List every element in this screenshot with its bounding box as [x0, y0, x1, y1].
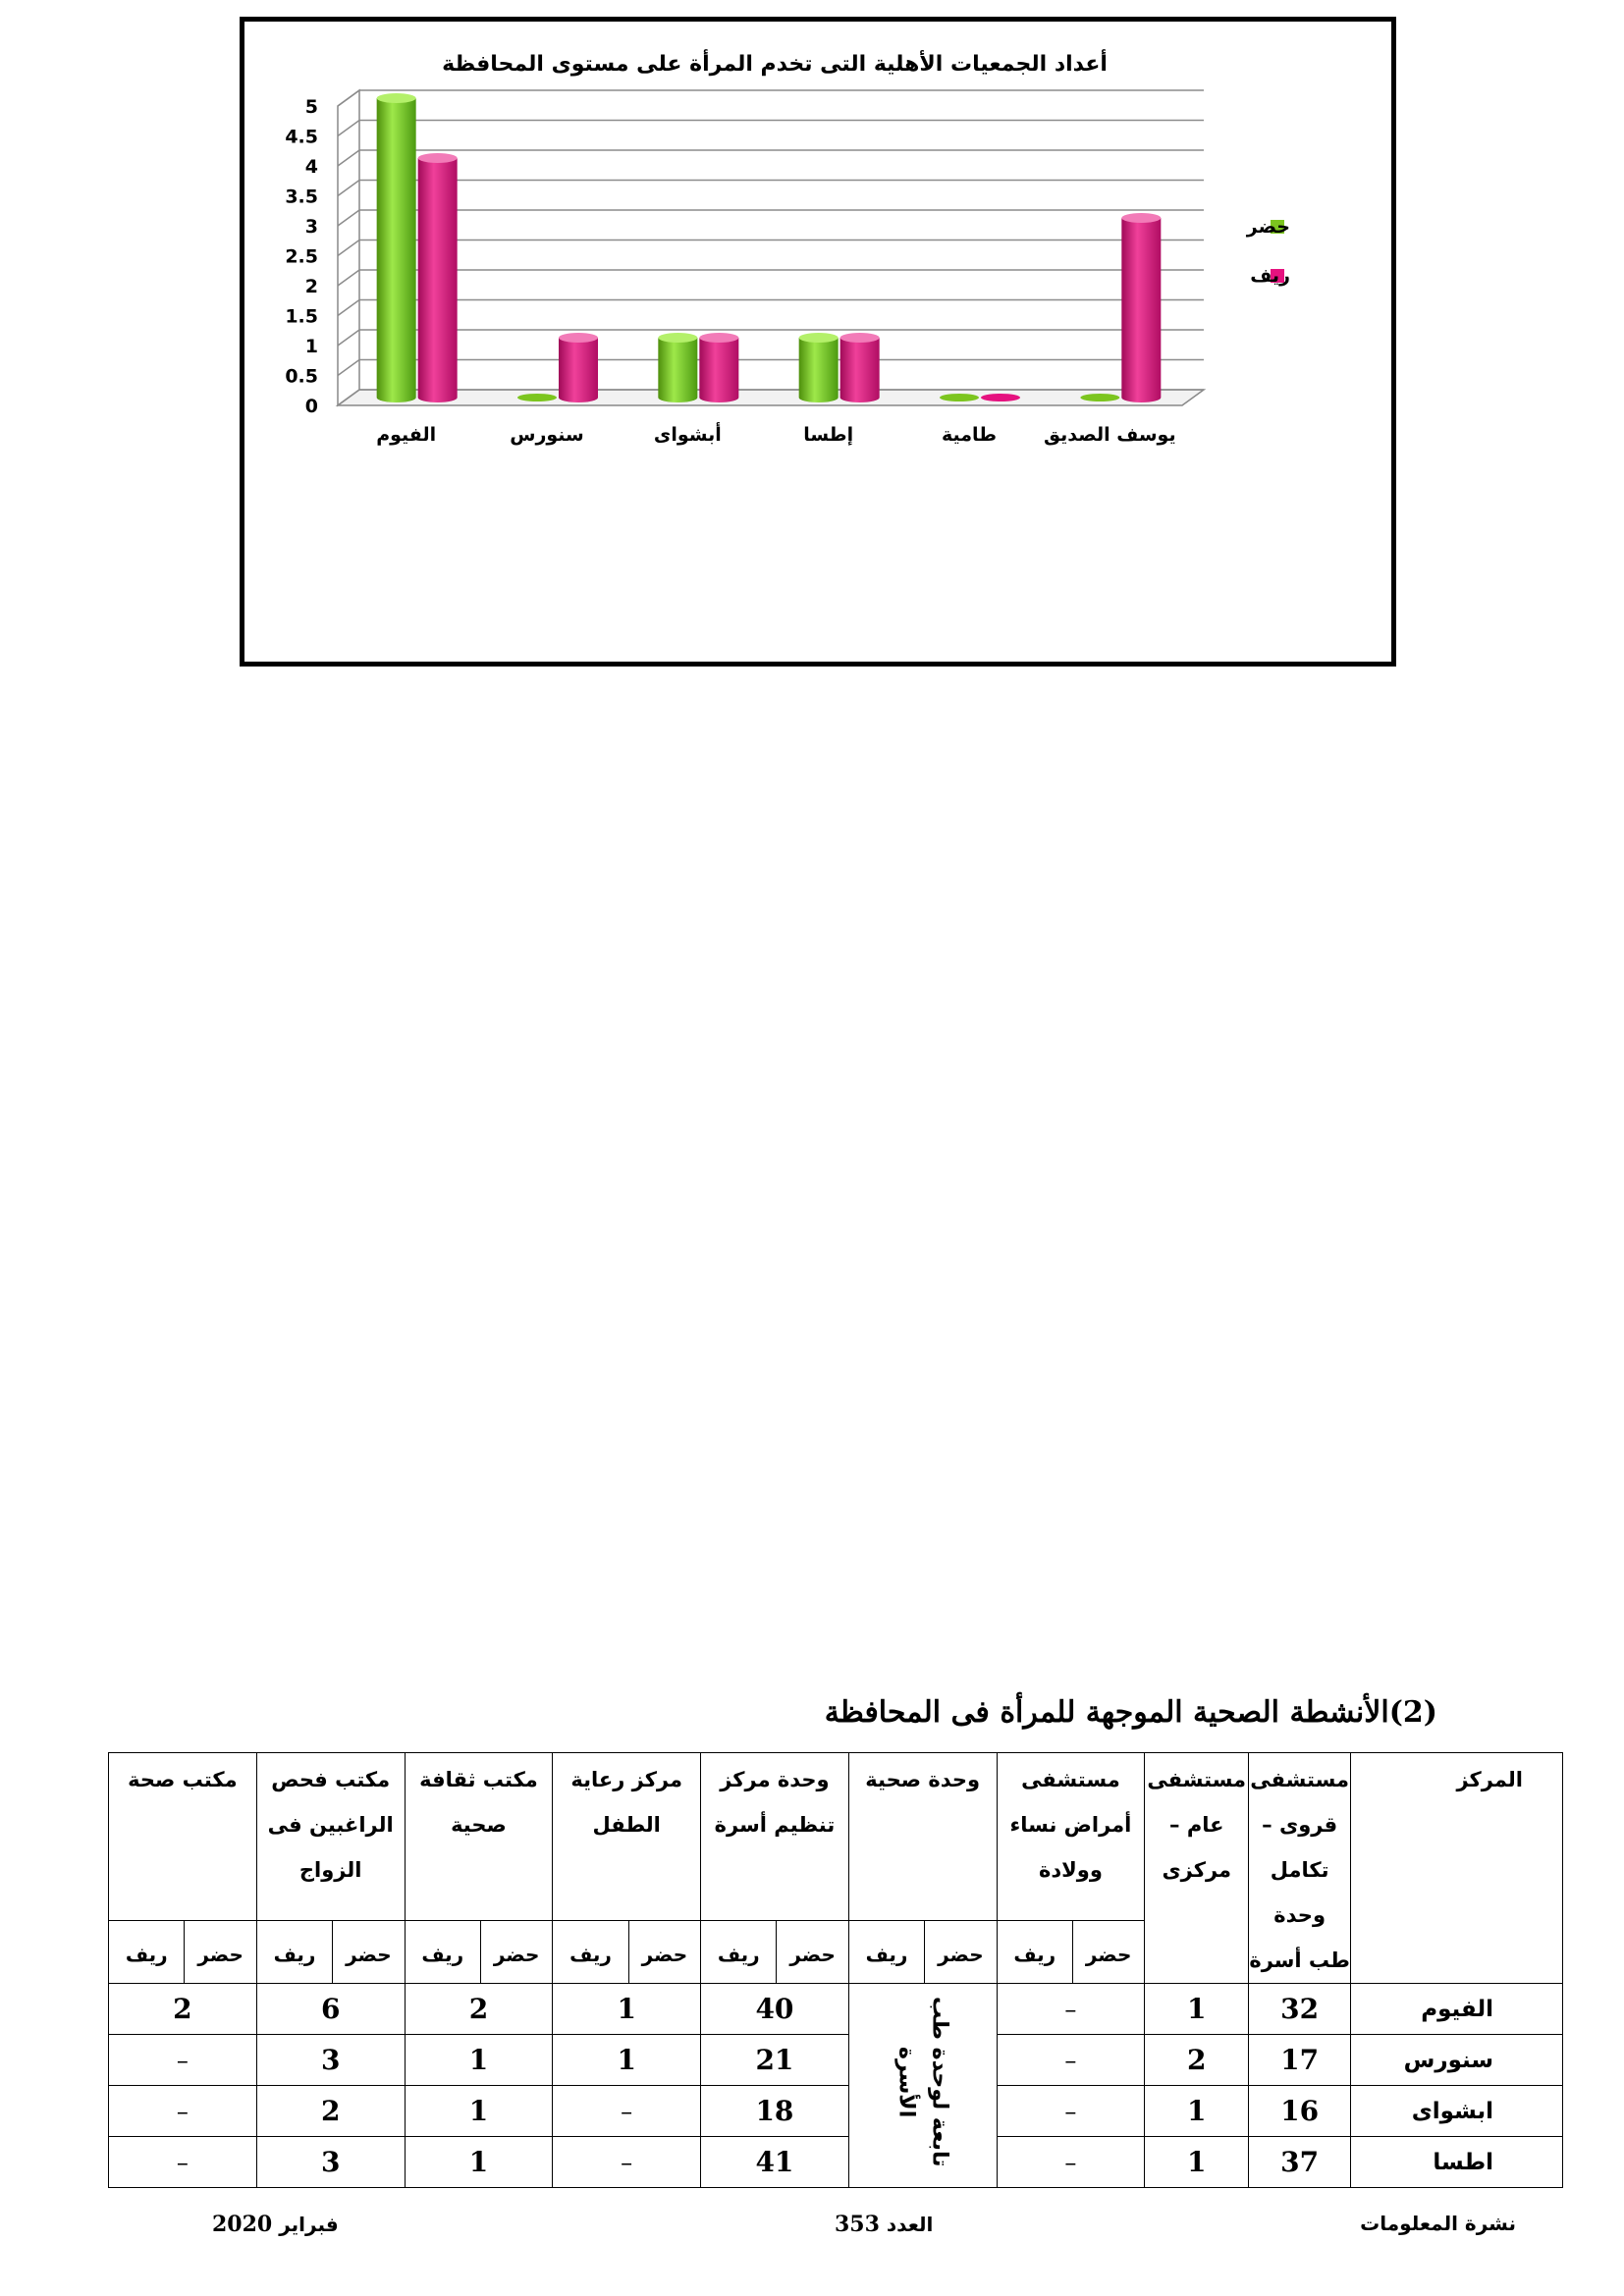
- gridline: [338, 300, 1204, 316]
- cell-maternity: –: [997, 2086, 1145, 2137]
- chart-floor: [338, 390, 1204, 405]
- cell-general-hospital: 1: [1145, 1984, 1249, 2035]
- bar: [517, 394, 557, 401]
- legend-label: حضر: [1246, 216, 1290, 238]
- x-tick-label: طامية: [941, 424, 998, 446]
- bar: [658, 333, 697, 402]
- y-tick-label: 3: [304, 216, 318, 238]
- y-tick-label: 1: [304, 336, 318, 357]
- cell-center: الفيوم: [1351, 1984, 1563, 2035]
- bar: [559, 333, 598, 402]
- gridline: [338, 90, 1204, 106]
- footer-issue: [835, 2212, 933, 2237]
- y-tick-label: 4: [304, 156, 318, 178]
- cell-center: سنورس: [1351, 2035, 1563, 2086]
- x-axis: [376, 422, 1175, 446]
- cell-rural-hospital: 17: [1249, 2035, 1351, 2086]
- subheader-urban: حضر: [480, 1921, 552, 1984]
- x-tick-label: أبشواى: [653, 424, 722, 446]
- cell-family-planning: 21: [701, 2035, 849, 2086]
- chart-grid: [338, 90, 1204, 405]
- cell-family-planning: 18: [701, 2086, 849, 2137]
- gridline: [338, 330, 1204, 346]
- gridline: [338, 240, 1204, 256]
- cell-premarital: 3: [256, 2035, 405, 2086]
- y-tick-label: 2.5: [285, 245, 318, 268]
- header-family-planning: وحدة مركز تنظيم أسرة: [701, 1753, 849, 1921]
- cell-rural-hospital: 32: [1249, 1984, 1351, 2035]
- footer-year: 2020: [212, 2212, 273, 2237]
- subheader-rural: ريف: [109, 1921, 185, 1984]
- header-maternity-hospital: مستشفى أمراض نساء وولادة: [997, 1753, 1145, 1921]
- chart-container: [240, 17, 1396, 667]
- cell-general-hospital: 1: [1145, 2137, 1249, 2188]
- legend-label: ريف: [1250, 265, 1290, 287]
- subheader-rural: ريف: [848, 1921, 924, 1984]
- cell-maternity: –: [997, 2137, 1145, 2188]
- y-tick-label: 3.5: [285, 186, 318, 208]
- y-tick-label: 0: [304, 396, 318, 417]
- footer-publication: نشرة المعلومات: [1360, 2212, 1516, 2235]
- cell-health-unit-note: تابعة لوحدة طب الأسرة: [848, 1984, 997, 2188]
- cell-child-care: –: [553, 2137, 701, 2188]
- cell-family-planning: 40: [701, 1984, 849, 2035]
- header-general-hospital: مستشفى عام – مركزى: [1145, 1753, 1249, 1984]
- cell-health-office: 2: [109, 1984, 257, 2035]
- subheader-rural: ريف: [553, 1921, 628, 1984]
- gridline: [338, 210, 1204, 226]
- subheader-rural: ريف: [256, 1921, 332, 1984]
- table-row: [109, 2035, 1563, 2086]
- footer-month: فبراير: [279, 2213, 339, 2236]
- cell-health-office: –: [109, 2137, 257, 2188]
- bar: [940, 394, 979, 401]
- table-row: [109, 2086, 1563, 2137]
- bar: [377, 93, 416, 402]
- x-tick-label: يوسف الصديق: [1044, 424, 1176, 446]
- header-child-care: مركز رعاية الطفل: [553, 1753, 701, 1921]
- subheader-urban: حضر: [333, 1921, 405, 1984]
- bar: [418, 153, 458, 402]
- subheader-rural: ريف: [701, 1921, 777, 1984]
- cell-center: ابشواى: [1351, 2086, 1563, 2137]
- bar: [981, 394, 1020, 401]
- header-premarital: مكتب فحص الراغبين فى الزواج: [256, 1753, 405, 1921]
- cell-health-culture: 1: [405, 2086, 553, 2137]
- bar-chart: [244, 22, 1391, 662]
- header-health-office: مكتب صحة: [109, 1753, 257, 1921]
- y-tick-label: 5: [304, 96, 318, 118]
- cell-general-hospital: 1: [1145, 2086, 1249, 2137]
- cell-child-care: 1: [553, 2035, 701, 2086]
- bar: [1080, 394, 1119, 401]
- cell-health-culture: 2: [405, 1984, 553, 2035]
- legend: [1246, 216, 1290, 287]
- cell-premarital: 6: [256, 1984, 405, 2035]
- cell-premarital: 3: [256, 2137, 405, 2188]
- cell-maternity: –: [997, 1984, 1145, 2035]
- table-row: [109, 2137, 1563, 2188]
- section-title: (2)الأنشطة الصحية الموجهة للمرأة فى المحافظة: [824, 1695, 1437, 1730]
- subheader-urban: حضر: [777, 1921, 848, 1984]
- x-tick-label: الفيوم: [376, 424, 437, 446]
- cell-rural-hospital: 37: [1249, 2137, 1351, 2188]
- subheader-urban: حضر: [925, 1921, 997, 1984]
- table-row: [109, 1984, 1563, 2035]
- bar: [1121, 213, 1161, 402]
- cell-general-hospital: 2: [1145, 2035, 1249, 2086]
- x-tick-label: إطسا: [803, 424, 854, 446]
- cell-center: اطسا: [1351, 2137, 1563, 2188]
- cell-family-planning: 41: [701, 2137, 849, 2188]
- gridline: [338, 181, 1204, 196]
- cell-maternity: –: [997, 2035, 1145, 2086]
- gridline: [338, 360, 1204, 376]
- subheader-rural: ريف: [997, 1921, 1072, 1984]
- y-tick-label: 0.5: [285, 365, 318, 388]
- cell-child-care: –: [553, 2086, 701, 2137]
- gridline: [338, 150, 1204, 166]
- y-tick-label: 4.5: [285, 126, 318, 148]
- header-rural-hospital: مستشفى قروى – تكامل وحدة طب أسرة: [1249, 1753, 1351, 1984]
- cell-child-care: 1: [553, 1984, 701, 2035]
- health-activities-table: [108, 1752, 1563, 2188]
- gridline: [338, 270, 1204, 286]
- bar: [840, 333, 880, 402]
- cell-premarital: 2: [256, 2086, 405, 2137]
- footer-issue-number: 353: [835, 2212, 880, 2237]
- cell-health-culture: 1: [405, 2137, 553, 2188]
- chart-title: أعداد الجمعيات الأهلية التى تخدم المرأة على مستوى المحافظة: [442, 52, 1108, 77]
- bars: [377, 93, 1162, 402]
- header-health-unit: وحدة صحية: [848, 1753, 997, 1921]
- subheader-rural: ريف: [405, 1921, 480, 1984]
- subheader-urban: حضر: [185, 1921, 256, 1984]
- footer-issue-label: العدد: [886, 2213, 934, 2236]
- header-center: المركز: [1351, 1753, 1563, 1984]
- header-health-culture: مكتب ثقافة صحية: [405, 1753, 553, 1921]
- cell-health-office: –: [109, 2035, 257, 2086]
- gridline: [338, 121, 1204, 136]
- cell-health-office: –: [109, 2086, 257, 2137]
- bar: [699, 333, 738, 402]
- subheader-urban: حضر: [1072, 1921, 1144, 1984]
- y-tick-label: 1.5: [285, 305, 318, 328]
- cell-health-culture: 1: [405, 2035, 553, 2086]
- subheader-urban: حضر: [628, 1921, 700, 1984]
- y-axis: [285, 96, 318, 417]
- footer-date: [212, 2212, 339, 2237]
- x-tick-label: سنورس: [510, 424, 584, 446]
- bar: [799, 333, 839, 402]
- cell-rural-hospital: 16: [1249, 2086, 1351, 2137]
- y-tick-label: 2: [304, 276, 318, 297]
